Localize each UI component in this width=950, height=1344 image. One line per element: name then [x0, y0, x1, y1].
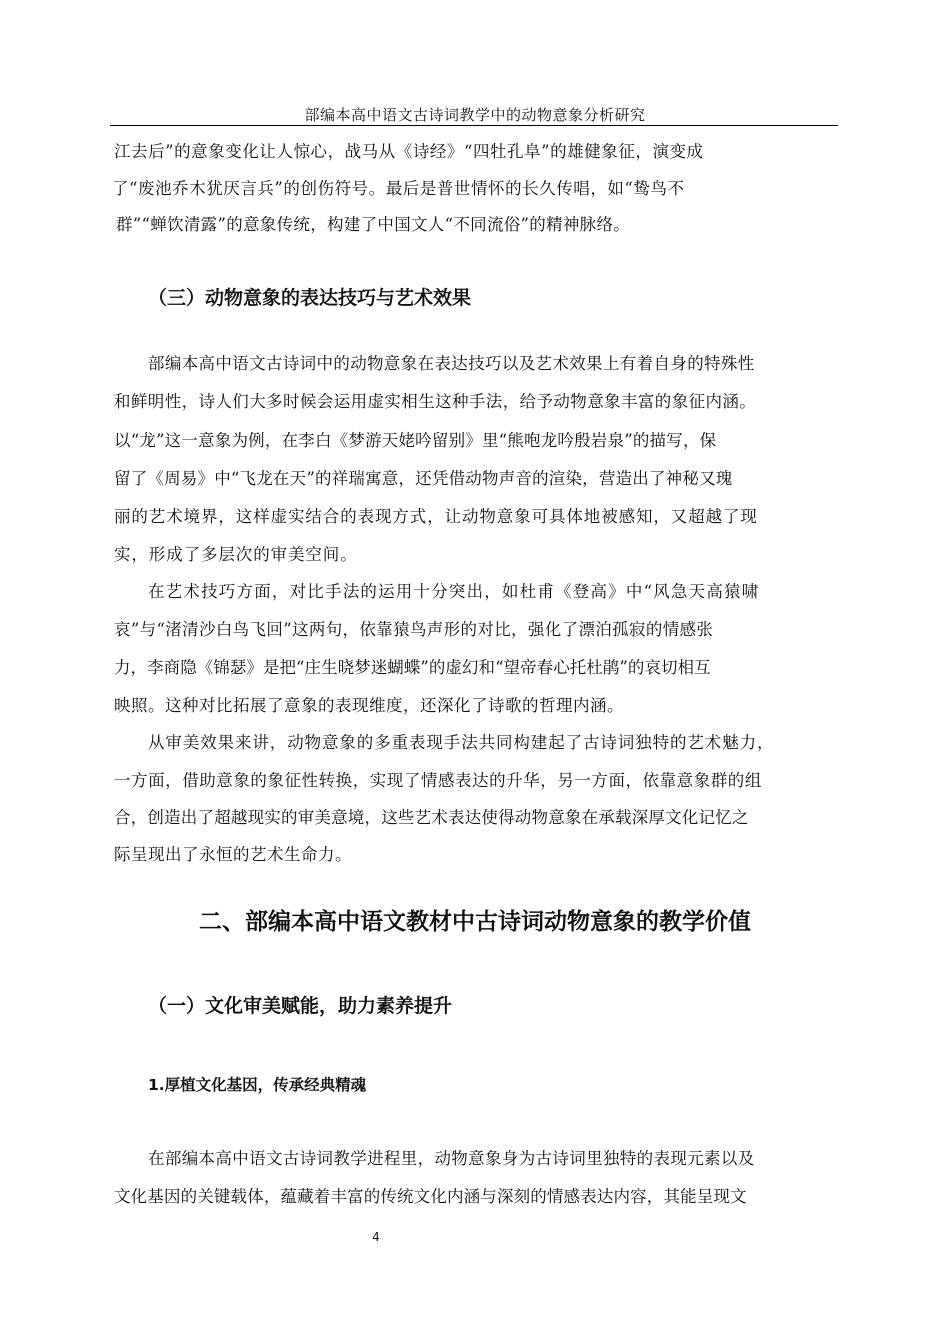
s3-para2-line-1: 在艺术技巧方面，对比手法的运用十分突出，如杜甫《登高》中“风急天高猿啸 [148, 582, 760, 601]
intro-line-2: 了“废池乔木犹厌言兵”的创伤符号。最后是普世情怀的长久传唱，如“鸷鸟不 [112, 179, 685, 198]
section-3-heading: （三）动物意象的表达技巧与艺术效果 [148, 287, 472, 309]
s3-para3-line-1: 从审美效果来讲，动物意象的多重表现手法共同构建起了古诗词独特的艺术魅力， [148, 733, 775, 752]
s3-para2-line-3: 力，李商隐《锦瑟》是把“庄生晓梦迷蝴蝶”的虚幻和“望帝春心托杜鹃”的哀切相互 [114, 658, 711, 677]
s3-para3-line-2: 一方面，借助意象的象征性转换，实现了情感表达的升华，另一方面，依靠意象群的组 [114, 771, 762, 790]
s3-para1-line-5: 丽的艺术境界，这样虚实结合的表现方式，让动物意象可具体地被感知，又超越了现 [114, 507, 758, 526]
s3-para1-line-2: 和鲜明性，诗人们大多时候会运用虚实相生这种手法，给予动物意象丰富的象征内涵。 [114, 392, 757, 411]
page-header-rule [110, 125, 838, 126]
intro-line-3: 群”“蝉饮清露”的意象传统，构建了中国文人“不同流俗”的精神脉络。 [116, 215, 631, 234]
s3-para2-line-2: 哀”与“渚清沙白鸟飞回”这两句，依靠猿鸟声形的对比，强化了漂泊孤寂的情感张 [114, 620, 714, 639]
chapter-2-heading: 二、部编本高中语文教材中古诗词动物意象的教学价值 [199, 909, 751, 935]
s3-para3-line-3: 合，创造出了超越现实的审美意境，这些艺术表达使得动物意象在承载深厚文化记忆之 [114, 808, 749, 827]
s3-para1-line-4: 留了《周易》中“飞龙在天”的祥瑞寓意，还凭借动物声音的渲染，营造出了神秘又瑰 [114, 469, 733, 488]
page-number: 4 [372, 1230, 380, 1244]
s3-para1-line-6: 实，形成了多层次的审美空间。 [114, 545, 358, 564]
s3-para1-line-1: 部编本高中语文古诗词中的动物意象在表达技巧以及艺术效果上有着自身的特殊性 [148, 354, 755, 373]
s3-para3-line-4: 际呈现出了永恒的艺术生命力。 [114, 845, 352, 864]
closing-line-2: 文化基因的关键载体，蕴藏着丰富的传统文化内涵与深刻的情感表达内容，其能呈现文 [114, 1187, 747, 1206]
closing-line-1: 在部编本高中语文古诗词教学进程里，动物意象身为古诗词里独特的表现元素以及 [148, 1149, 755, 1168]
s3-para2-line-4: 映照。这种对比拓展了意象的表现维度，还深化了诗歌的哲理内涵。 [114, 696, 624, 715]
s3-para1-line-3: 以“龙”这一意象为例，在李白《梦游天姥吟留别》里“熊咆龙吟殷岩泉”的描写，保 [114, 431, 717, 450]
page-header-title: 部编本高中语文古诗词教学中的动物意象分析研究 [304, 106, 646, 124]
section-1-heading: （一）文化审美赋能，助力素养提升 [148, 995, 453, 1017]
intro-line-1: 江去后”的意象变化让人惊心，战马从《诗经》“四牡孔阜”的雄健象征，演变成 [114, 142, 704, 161]
subsection-1-heading: 1.厚植文化基因，传承经典精魂 [148, 1076, 367, 1094]
